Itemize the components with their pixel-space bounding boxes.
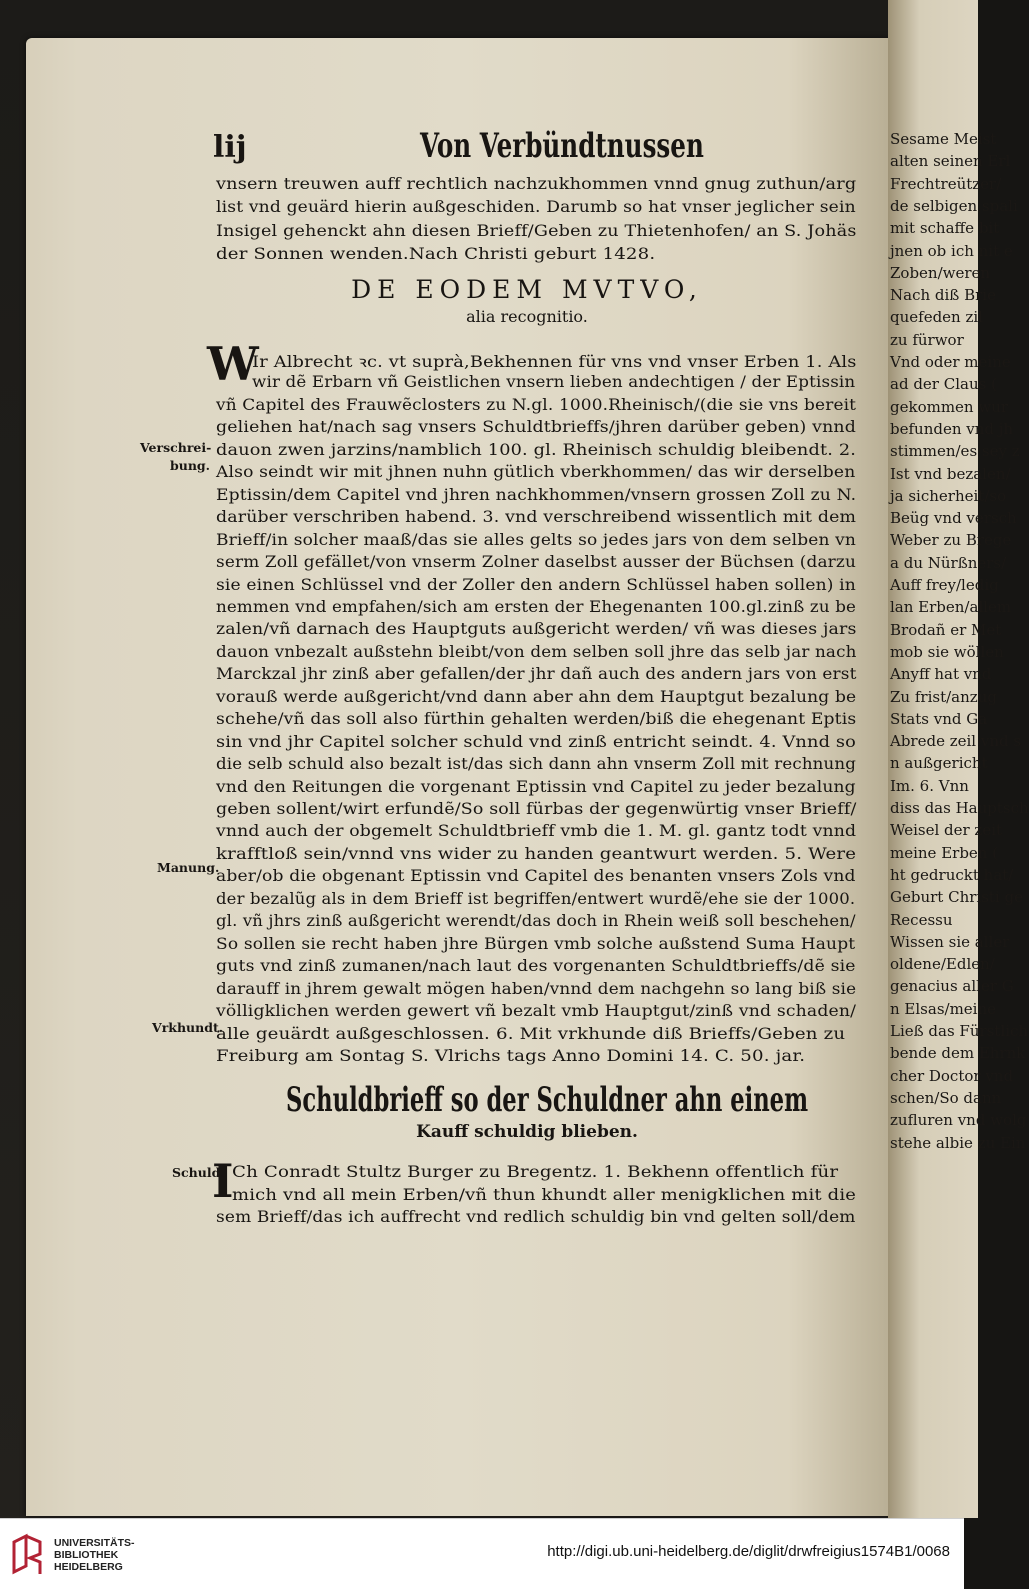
intro-text-line: vnsern treuwen auff rechtlich nachzukhommen vnnd gnug zuthun/arg bbox=[216, 175, 857, 193]
adjacent-page-fragment: Im. 6. Vnn bbox=[890, 776, 969, 795]
library-logo-icon bbox=[10, 1532, 48, 1578]
adjacent-page-fragment: Weber zu Brege bbox=[890, 531, 1012, 550]
section1-text-line: gl. vñ jhrs zinß außgericht werendt/das doch in Rhein weiß soll beschehen/ bbox=[216, 912, 856, 931]
section1-text-line: Freiburg am Sontag S. Vlrichs tags Anno Domini 14. C. 50. jar. bbox=[216, 1046, 806, 1065]
adjacent-page-fragment: Ließ das Fürstlich bbox=[890, 1022, 1029, 1040]
adjacent-page-fragment: Nach diß Brie bbox=[890, 286, 996, 305]
section2-text-line: Ch Conradt Stultz Burger zu Bregentz. 1. Bekhenn offentlich für bbox=[232, 1163, 839, 1181]
adjacent-page-fragment: Geburt Christi ge bbox=[890, 888, 1023, 907]
adjacent-page-fragment: Ist vnd bezalen/ bbox=[890, 464, 1011, 483]
section-title-de-eodem-mutuo: DE EODEM MVTVO, bbox=[351, 275, 703, 304]
adjacent-page-fragment: befunden vnd jh bbox=[890, 419, 1014, 438]
adjacent-page-fragment: quefeden zil bbox=[890, 308, 983, 327]
running-head: Von Verbündtnussen bbox=[420, 126, 704, 166]
intro-text-line: der Sonnen wenden.Nach Christi geburt 1428. bbox=[216, 245, 656, 264]
adjacent-page-fragment: gekommen wur bbox=[890, 397, 1009, 416]
adjacent-page-fragment: bende dem Ehrnk bbox=[890, 1044, 1026, 1063]
section1-text-line: darüber verschriben habend. 3. vnd verschreibend wissentlich mit dem bbox=[216, 508, 857, 527]
section1-text-line: geliehen hat/nach sag vnsers Schuldtbrieffs/jhren darüber geben) vnnd bbox=[216, 418, 856, 437]
section1-text-line: darauff in jhrem gewalt mögen haben/vnnd dem nachgehn so lang biß sie bbox=[216, 979, 857, 998]
library-name-line-3: HEIDELBERG bbox=[54, 1561, 123, 1573]
section1-text-line: vnnd auch der obgemelt Schuldtbrieff vmb die 1. M. gl. gantz todt vnnd bbox=[216, 822, 857, 841]
adjacent-page-fragment: Abrede zeil vnd s bbox=[890, 732, 1022, 751]
adjacent-page-fragment: zufluren vnd wolg bbox=[890, 1111, 1027, 1130]
drop-cap-w: W bbox=[207, 337, 259, 391]
adjacent-page-fragment: n außgericht bbox=[890, 754, 988, 773]
section1-text-line: die selb schuld also bezalt ist/das sich dann ahn vnserm Zoll mit rechnung bbox=[216, 755, 857, 774]
section1-text-line: geben sollent/wirt erfundẽ/So soll fürbas der gegenwürtig vnser Brieff/ bbox=[216, 800, 857, 818]
section1-text-line: Also seindt wir mit jhnen nuhn gütlich vberkhommen/ das wir derselben bbox=[216, 463, 856, 482]
adjacent-page-fragment: alten seinen Erl bbox=[890, 152, 1011, 171]
adjacent-page-fragment: diss das Hauptsch bbox=[890, 799, 1029, 817]
library-name-line-2: BIBLIOTHEK bbox=[54, 1549, 119, 1561]
adjacent-page-fragment: Sesame Meist bbox=[890, 130, 997, 148]
section-subtitle-kauff: Kauff schuldig blieben. bbox=[416, 1122, 638, 1142]
adjacent-page-fragment: n Elsas/meine bbox=[890, 999, 997, 1018]
section1-text-line: völligklichen werden gewert vñ bezalt vmb Hauptgut/zinß vnd schaden/ bbox=[216, 1002, 857, 1021]
section1-text-line: dauon vnbezalt außstehn bleibt/von dem selben soll jhre das selb jar nach bbox=[216, 642, 857, 661]
marginal-note-schuld: Schuld. bbox=[172, 1165, 225, 1180]
section1-text-line: Marckzal jhr zinß aber gefallen/der jhr dañ auch des andern jars von erst bbox=[216, 665, 857, 684]
adjacent-page-fragment: stehe albie zu Ein bbox=[890, 1133, 1026, 1152]
adjacent-page-fragment: cher Doctor vnd bbox=[890, 1066, 1014, 1085]
adjacent-page-fragment: Beüg vnd versch bbox=[890, 509, 1017, 528]
library-name bbox=[54, 1537, 135, 1573]
adjacent-page-fragment: jnen ob ich nit e bbox=[890, 241, 1013, 260]
section1-text-line: sin vnd jhr Capitel solcher schuld vnd zinß entricht seindt. 4. Vnnd so bbox=[216, 732, 856, 751]
adjacent-page-fragment: ja sicherheit/so bbox=[890, 486, 1007, 505]
adjacent-page-fragment: Auff frey/ledig bbox=[890, 576, 999, 594]
adjacent-page-fragment: Weisel der zeit bbox=[890, 821, 1003, 840]
adjacent-page-fragment: Zoben/weren bbox=[890, 263, 991, 282]
marginal-note-verschreibung-1: Verschrei- bbox=[140, 440, 212, 455]
marginal-note-manung: Manung. bbox=[157, 860, 220, 875]
adjacent-page-edge bbox=[888, 0, 1029, 1518]
section1-text-line: serm Zoll gefället/von vnserm Zolner daselbst ausser der Büchsen (darzu bbox=[216, 553, 856, 572]
intro-text-line: list vnd geuärd hierin außgeschiden. Darumb so hat vnser jeglicher sein bbox=[216, 198, 856, 217]
adjacent-page-fragment: Frechtreützer/ bbox=[890, 174, 1002, 193]
section2-text-line: mich vnd all mein Erben/vñ thun khundt aller menigklichen mit die bbox=[232, 1185, 857, 1204]
adjacent-page-fragment: meine Erben ( bbox=[890, 843, 999, 862]
adjacent-page-fragment: a du Nürßners/ bbox=[890, 553, 1007, 572]
section1-text-line: alle geuärdt außgeschlossen. 6. Mit vrkhunde diß Brieffs/Geben zu bbox=[216, 1024, 846, 1043]
marginal-note-verschreibung-2: bung. bbox=[170, 458, 211, 473]
page-number: lij bbox=[213, 130, 247, 165]
library-name-line-1: UNIVERSITÄTS- bbox=[54, 1537, 135, 1549]
adjacent-page-fragment: schen/So dann bbox=[890, 1088, 1002, 1107]
section1-text-line: dauon zwen jarzins/namblich 100. gl. Rheinisch schuldig bleibendt. 2. bbox=[216, 440, 857, 459]
adjacent-page-fragment: mit schaffe bit bbox=[890, 219, 1000, 238]
section1-text-line: sie einen Schlüssel vnd der Zoller den andern Schlüssel haben sollen) in bbox=[216, 575, 856, 594]
adjacent-page-fragment: Wissen sie aller bbox=[890, 932, 1010, 951]
section1-text-line: zalen/vñ darnach des Hauptguts außgericht werden/ vñ was dieses jars bbox=[216, 620, 857, 639]
adjacent-page-fragment: ad der Claus ( bbox=[890, 375, 997, 394]
adjacent-page-fragment: Recessu bbox=[890, 910, 953, 929]
section1-text-line: Ir Albrecht ꝛc. vt suprà,Bekhennen für vns vnd vnser Erben 1. Als bbox=[252, 353, 857, 371]
section1-text-line: Eptissin/dem Capitel vnd jhren nachkhommen/vnsern grossen Zoll zu N. bbox=[216, 485, 857, 504]
section1-text-line: So sollen sie recht haben jhre Bürgen vmb solche außstend Suma Haupt bbox=[216, 934, 856, 953]
section1-text-line: schehe/vñ das soll also fürthin gehalten werden/biß die ehegenant Eptis bbox=[216, 710, 857, 729]
adjacent-page-fragment: Anyff hat vnd bbox=[890, 665, 992, 684]
adjacent-page-fragment: Brodañ er Met bbox=[890, 620, 1002, 639]
adjacent-page-fragment: Zu frist/anzug bbox=[890, 687, 997, 706]
section1-text-line: vnd den Reitungen die vorgenant Eptissin vnd Capitel zu jeder bezalung bbox=[216, 777, 856, 796]
intro-text-line: Insigel gehenckt ahn diesen Brieff/Geben zu Thietenhofen/ an S. Johäs bbox=[216, 221, 857, 240]
marginal-note-urkhundt: Vrkhundt. bbox=[152, 1020, 224, 1035]
adjacent-page-fragment: ht gedruckt hat/ bbox=[890, 865, 1014, 884]
section-subtitle-alia-recognitio: alia recognitio. bbox=[466, 307, 588, 326]
section1-text-line: guts vnd zinß zumanen/nach laut des vorgenanten Schuldtbrieffs/dẽ sie bbox=[216, 957, 856, 976]
adjacent-page-fragment: mob sie wöllen bbox=[890, 642, 1004, 661]
adjacent-page-fragment: Vnd oder meine bbox=[890, 353, 1011, 371]
section-title-schuldbrieff: Schuldbrieff so der Schuldner ahn einem bbox=[286, 1080, 809, 1120]
section2-text-line: sem Brieff/das ich auffrecht vnd redlich schuldig bin vnd gelten soll/dem bbox=[216, 1208, 856, 1226]
section1-text-line: der bezalũg als in dem Brieff ist begriffen/entwert wurdẽ/ehe sie der 1000. bbox=[216, 889, 856, 908]
section1-text-line: aber/ob die obgenant Eptissin vnd Capitel des benanten vnsers Zols vnd bbox=[216, 867, 856, 886]
section1-text-line: nemmen vnd empfahen/sich am ersten der Ehegenanten 100.gl.zinß zu be bbox=[216, 597, 857, 616]
section1-text-line: vñ Capitel des Frauwẽclosters zu N.gl. 1000.Rheinisch/(die sie vns bereit bbox=[216, 395, 857, 414]
adjacent-page-fragment: de selbigen spali bbox=[890, 196, 1018, 215]
section1-text-line: vorauß werde außgericht/vnd dann aber ahn dem Hauptgut bezalung be bbox=[216, 687, 857, 706]
section1-text-line: wir dẽ Erbarn vñ Geistlichen vnsern lieben andechtigen / der Eptissin bbox=[252, 373, 856, 392]
adjacent-page-fragment: Stats vnd Ga bbox=[890, 709, 988, 728]
adjacent-page-fragment: zu fürwor bbox=[890, 330, 964, 349]
adjacent-page-fragment: stimmen/es sey z bbox=[890, 442, 1020, 461]
section1-text-line: Brieff/in solcher maaß/das sie alles gelts so jedes jars von dem selben vn bbox=[216, 530, 856, 549]
adjacent-page-fragment: oldene/Edlen/ bbox=[890, 955, 995, 974]
section1-text-line: krafftloß sein/vnnd vns wider zu handen geantwurt werden. 5. Were bbox=[216, 844, 857, 863]
permalink-url[interactable]: http://digi.ub.uni-heidelberg.de/diglit/drwfreigius1574B1/0068 bbox=[547, 1543, 950, 1560]
adjacent-page-fragment: lan Erben/allem bbox=[890, 598, 1012, 617]
adjacent-page-fragment: genacius aller G bbox=[890, 977, 1014, 996]
drop-cap-i: I bbox=[212, 1154, 234, 1208]
